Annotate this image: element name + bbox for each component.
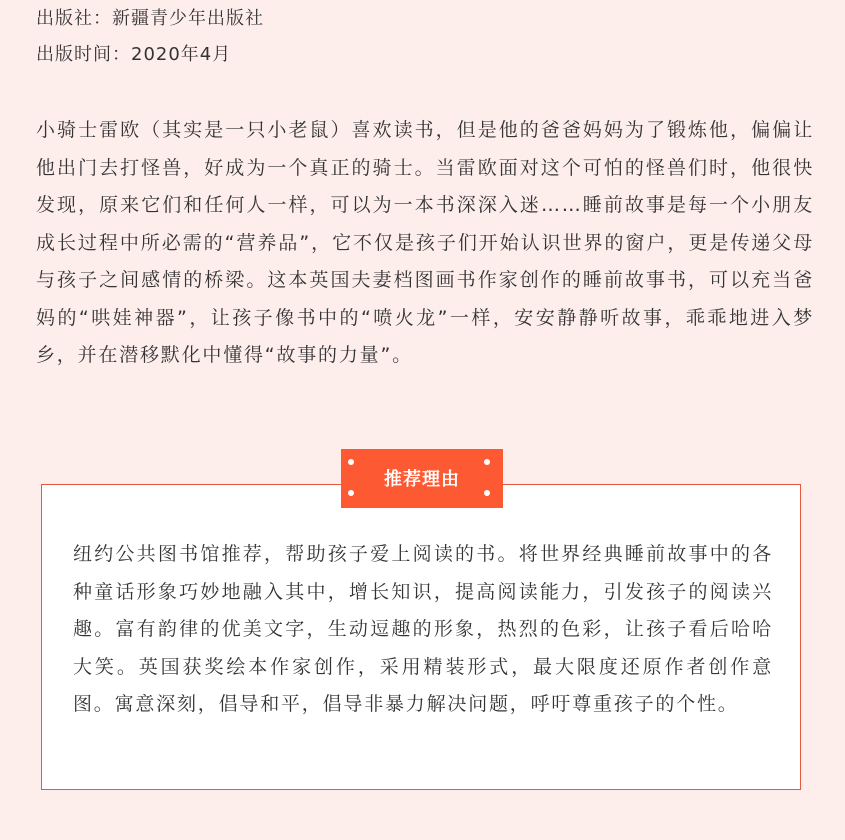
book-description: 小骑士雷欧（其实是一只小老鼠）喜欢读书，但是他的爸爸妈妈为了锻炼他，偏偏让他出门去打怪兽，好成为一个真正的骑士。当雷欧面对这个可怕的怪兽们时，他很快发现，原来它们和任何人一样，可以为一本书深深入迷……睡前故事是每一个小朋友成长过程中所必需的“营养品”，它不仅是孩子们开始认识世界的窗户，更是传递父母与孩子之间感情的桥梁。这本英国夫妻档图画书作家创作的睡前故事书，可以充当爸妈的“哄娃神器”，让孩子像书中的“喷火龙”一样，安安静静听故事，乖乖地进入梦乡，并在潜移默化中懂得“故事的力量”。 (36, 119, 814, 366)
recommendation-text: 纽约公共图书馆推荐，帮助孩子爱上阅读的书。将世界经典睡前故事中的各种童话形象巧妙地融入其中，增长知识，提高阅读能力，引发孩子的阅读兴趣。富有韵律的优美文字，生动逗趣的形象，热烈的色彩，让孩子看后哈哈大笑。英国获奖绘本作家创作，采用精装形式，最大限度还原作者创作意图。寓意深刻，倡导和平，倡导非暴力解决问题，呼吁尊重孩子的个性。 (73, 543, 773, 715)
recommendation-badge (341, 449, 503, 508)
publisher-line: 出版社：新疆青少年出版社 (36, 8, 264, 29)
recommendation-title: 推荐理由 (384, 469, 460, 490)
publish-date-line: 出版时间：2020年4月 (36, 44, 232, 65)
